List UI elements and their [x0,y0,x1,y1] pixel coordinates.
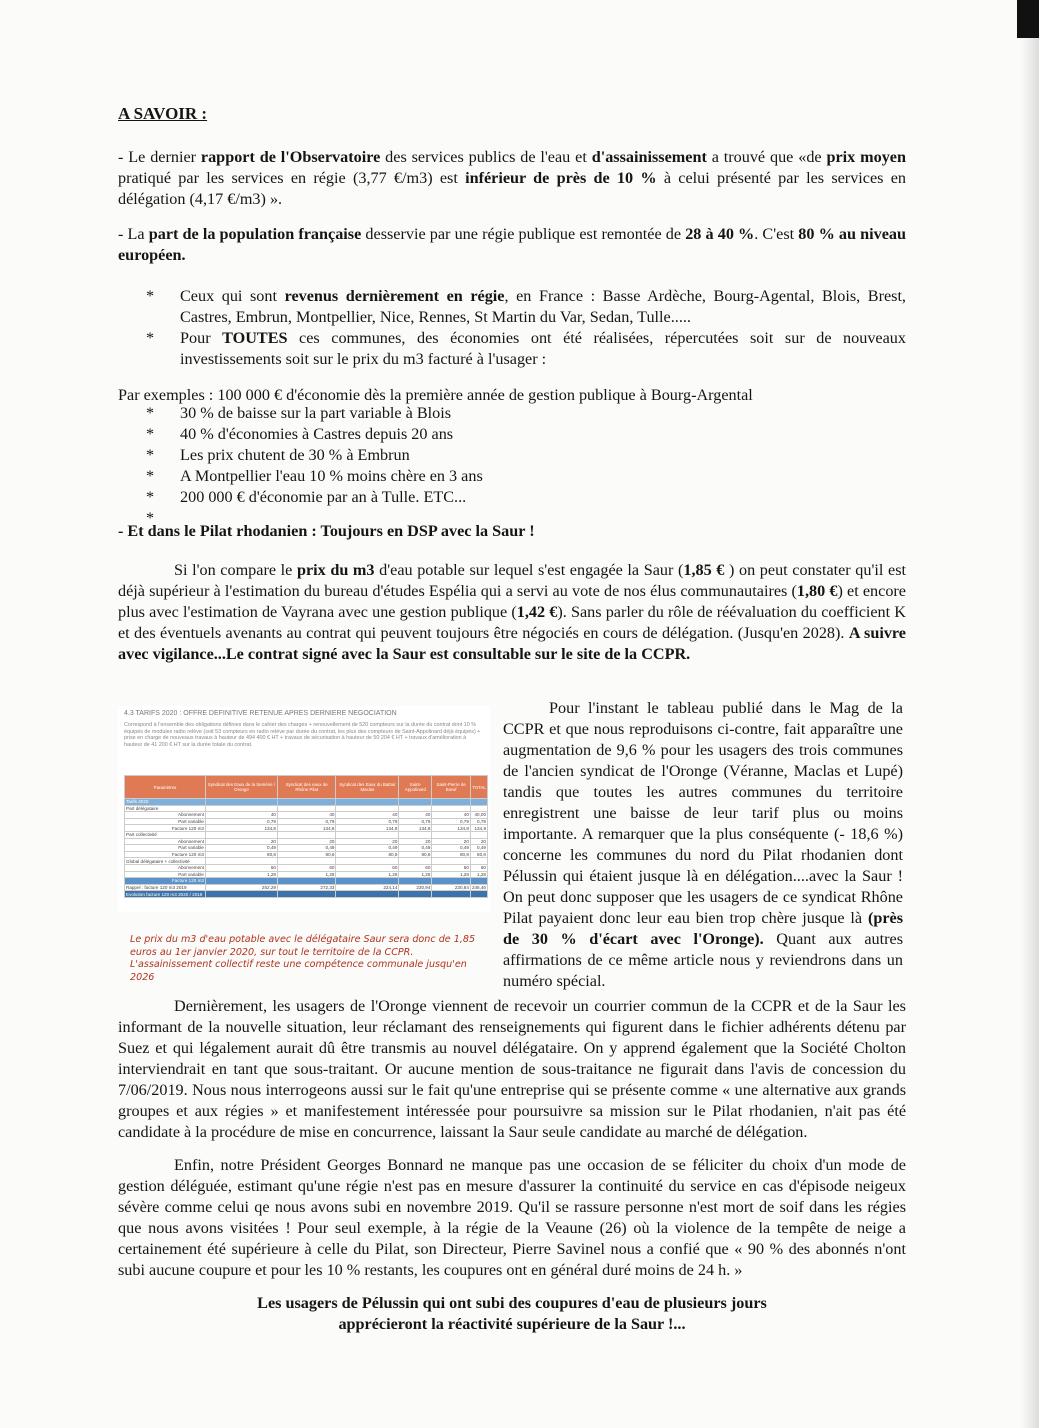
table-row [125,858,488,865]
table-row [125,864,488,871]
bullet-star: * [146,287,155,305]
row-label: Facture 120 m3 [125,878,206,885]
column-header: Syndicat des Eaux du Battoir Maclas [336,776,399,799]
clipping-caption: Le prix du m3 d'eau potable avec le délégataire Saur sera donc de 1,85 euros au 1er janvier 2020, sur tout le territoire de la CCPR. L'assainissement collectif reste une compétence communale jusqu'en 2026 [130,934,476,983]
table-cell: 272,33 [277,884,336,891]
table-cell: 40 [277,812,336,819]
table-cell: 0,49 [206,845,278,852]
table-cell: 134,8 [336,825,399,832]
bold-text: revenus dernièrement en régie [284,287,505,305]
table-cell: 1,28 [399,871,432,878]
table-row [125,891,488,898]
table-cell: 134,8 [277,825,336,832]
table-cell [432,891,470,898]
row-label: Global délégataire + collectivité [125,858,206,865]
bullet-item [146,328,906,370]
table-cell [336,831,399,838]
table-cell: 40 [336,812,399,819]
bold-text: A suivre avec vigilance...Le contrat signé avec la Saur est consultable sur le site de la CCPR. [118,624,906,663]
column-header: Syndicat des eaux de Rhône Pilat [277,776,336,799]
observatoire-paragraph [118,147,906,210]
table-cell: 246,46 [471,885,486,891]
table-cell: 230,94 [399,884,432,891]
bold-text: (près de 30 % d'écart avec l'Oronge). [503,909,903,948]
text: . C'est [754,225,799,243]
table-cell [470,805,487,812]
table-cell: 1,28 [277,871,336,878]
table-cell: 134,8 [470,825,487,832]
bold-text: prix du m3 [296,561,375,579]
regie-bullet-list [146,286,906,370]
examples-intro: Par exemples : 100 000 € d'économie dès la première année de gestion publique à Bourg-Argental [118,386,753,404]
table-cell [432,858,470,865]
table-cell: 80,8 [470,851,487,858]
table-header-row [125,776,488,799]
table-cell [399,858,432,865]
tariff-table [124,775,488,898]
table-cell [432,805,470,812]
closing-line-2: apprécieront la réactivité supérieure de la Saur !... [338,1315,686,1333]
text: à celui présenté par les services en délégation (4,17 €/m3) ». [118,169,906,208]
clipping-note: Correspond à l'ensemble des obligations définies dans le cahier des charges + renouvellement de 520 compteurs sur la durée du contrat dont 10 % équipés de modules radio relève (soit 53 compteurs en radio relève par durée du contrat, les plus des compteurs de Saint-Appolinard déjà équipés) + prise en charge de nouveaux travaux à hauteur de 494 400 € HT + travaux de sécurisation à hauteur de 50 204 € HT + travaux d'amélioration à hauteur de 41 200 € HT sur la durée totale du contrat. [124,722,481,748]
bullet-text: Pour TOUTES ces communes, des économies ont été réalisées, répercutées soit sur de nouveaux investissements soit sur le prix du m3 facturé à l'usager : [180,329,906,368]
row-label: Part variable [125,871,206,878]
table-cell [206,858,278,865]
table-cell: 20 [432,838,470,845]
text: desservie par une régie publique est remontée de [361,225,686,243]
table-cell: 1,28 [470,871,487,878]
table-row [125,871,488,878]
table-cell: 134,8 [432,825,470,832]
bold-text: 1,42 € [516,603,558,621]
table-row [125,838,488,845]
bold-text: part de la population française [148,225,362,243]
table-cell [277,831,336,838]
table-cell: 0,79 [336,818,399,825]
courrier-paragraph: Dernièrement, les usagers de l'Oronge viennent de recevoir un courrier commun de la CCPR et de la Saur les informant de la nouvelle situation, leur réclamant des renseignements qui figurent dans le fichier adhérents détenu par Suez et qui légalement aurait dû être transmis au nouvel délégataire. On y apprend également que la Société Cholton interviendrait en tant que sous-traitant. Or aucune mention de sous-traitance ne figurait dans l'avis de concession du 7/06/2019. Nous nous interrogeons aussi sur le fait qu'une entreprise qui se présente comme « une alternative aux grands groupes et aux régies » et manifestement intéressée pour poursuivre sa mission sur le Pilat rhodanien, n'ait pas été candidate à la procédure de mise en concurrence, laissant la Saur seule candidate au marché de délégation. [118,997,906,1141]
table-cell: 1,28 [432,871,470,878]
table-cell: 60 [336,864,399,871]
example-item [146,466,846,487]
table-cell: 20 [206,838,278,845]
table-row [125,831,488,838]
table-cell [277,858,336,865]
row-label: Tarifs 2020 [125,799,206,806]
bold-text: inférieur de près de 10 % [465,169,657,187]
table-cell: 20 [470,838,487,845]
text: - Le dernier [118,148,201,166]
row-label: Part variable [125,845,206,852]
table-cell: 230,84 [432,884,470,891]
table-cell: 60 [432,864,470,871]
row-label: Rappel : facture 120 m3 2019 [125,884,206,891]
table-cell: 80,8 [432,851,470,858]
example-item [146,403,846,424]
example-text: 30 % de baisse sur la part variable à Blois [180,404,452,422]
bullet-star: * [146,329,155,347]
table-row [125,825,488,832]
column-header: Syndicat des Eaux de la Semène / Oronge [206,776,278,799]
bold-text: 1,85 € [683,561,725,579]
table-cell: 20 [336,838,399,845]
table-cell [470,799,487,806]
table-cell [470,891,487,898]
table-cell [206,878,278,885]
row-label: Part variable [125,818,206,825]
table-cell: 60 [399,864,432,871]
row-label: Part collectivité [125,831,206,838]
bullet-text: Ceux qui sont revenus dernièrement en régie, en France : Basse Ardèche, Bourg-Agental, Blois, Brest, Castres, Embrun, Montpellier, Nice, Rennes, St Martin du Var, Sedan, Tulle..... [180,287,906,326]
column-header: Saint-Appolinard [399,776,432,799]
table-cell [277,891,336,898]
table-cell [277,805,336,812]
row-label: Facture 120 m3 [125,825,206,832]
table-cell [336,878,399,885]
table-cell: 20 [277,838,336,845]
bullet-star: * [146,467,155,485]
table-cell: 1,28 [336,871,399,878]
table-row [125,812,488,819]
bullet-star: * [146,425,155,443]
table-cell: 134,8 [399,825,432,832]
table-cell [399,805,432,812]
bullet-star: * [146,446,155,464]
table-cell: 60 [206,864,278,871]
table-cell [470,831,487,838]
bullet-item [146,286,906,328]
table-cell: 134,8 [206,825,278,832]
table-cell [336,805,399,812]
column-header: Paramètres [125,776,206,799]
table-row [125,851,488,858]
bold-text: d'assainissement [591,148,707,166]
row-label: Facture 120 m3 [125,851,206,858]
table-cell [432,799,470,806]
section-heading: A SAVOIR : [118,104,208,123]
table-cell: 0,79 [206,818,278,825]
table-cell [206,799,278,806]
example-item [146,487,846,508]
table-cell: 252,29 [206,884,278,891]
row-label: Abonnement [125,838,206,845]
table-cell: 40 [432,812,470,819]
text: des services publics de l'eau et [380,148,592,166]
table-cell: 0,79 [470,818,487,825]
row-label: Abonnement [125,864,206,871]
table-cell: 20 [399,838,432,845]
bold-text: 80 % au niveau européen. [118,225,906,264]
table-cell: 0,79 [277,818,336,825]
table-cell [206,831,278,838]
table-cell [399,799,432,806]
table-commentary: Pour l'instant le tableau publié dans le Mag de la CCPR et que nous reproduisons ci-contre, fait apparaître une augmentation de 9,6 % pour les usagers des trois communes de l'ancien syndicat de l'Oronge (Véranne, Maclas et Lupé) tandis que toutes les autres communes du territoire enregistrent une baisse de leur tarif plus ou moins importante. A remarquer que la plus conséquente (- 18,6 %) concerne les communes du nord du Pilat rhodanien dont Pélussin qui étaient jusque là en délégation....avec la Saur ! On peut donc supposer que les usagers de ce syndicat Rhône Pilat payaient donc leur eau bien trop chère jusque là (près de 30 % d'écart avec l'Oronge). Quant aux autres affirmations de ce même article nous y reviendrons dans un numéro spécial. [503,699,903,990]
text: pratiqué par les services en régie (3,77 €/m3) est [118,169,466,187]
table-cell: 80,8 [399,851,432,858]
price-comparison-paragraph: Si l'on compare le prix du m3 d'eau potable sur lequel s'est engagée la Saur (1,85 € ) on peut constater qu'il est déjà supérieur à l'estimation du bureau d'études Espélia qui a servi au vote de nos élus communautaires (1,80 €) et encore plus avec l'estimation de Vayrana avec une gestion publique (1,42 €). Sans parler du rôle de réévaluation du coefficient K et des éventuels avenants au contrat qui peuvent toujours être négociés en cours de délégation. (Jusqu'en 2028). A suivre avec vigilance...Le contrat signé avec la Saur est consultable sur le site de la CCPR. [118,561,907,663]
table-cell [206,805,278,812]
example-text: A Montpellier l'eau 10 % moins chère en 3 ans [180,467,483,485]
clipping-header: 4.3 TARIFS 2020 : OFFRE DEFINITIVE RETENUE APRES DERNIERE NEGOCIATION [124,710,397,717]
table-cell: 40,00 [470,812,487,819]
table-cell: 80,8 [277,851,336,858]
bullet-star: * [146,404,155,422]
bold-text: 28 à 40 % [685,225,755,243]
table-cell [277,799,336,806]
table-row [125,805,488,812]
row-label: Abonnement [125,812,206,819]
bold-text: rapport de l'Observatoire [200,148,381,166]
population-paragraph [118,224,906,266]
table-cell: 0,49 [399,845,432,852]
page-edge-shadow [1021,0,1039,1428]
example-item [146,445,846,466]
table-cell: 80,8 [206,851,278,858]
text: - La [118,225,149,243]
example-item [146,424,846,445]
bold-text: prix moyen [826,148,906,166]
example-text: 40 % d'économies à Castres depuis 20 ans [180,425,454,443]
bullet-star: * [146,509,155,527]
table-cell [206,891,278,898]
table-cell [470,878,487,885]
table-cell [277,878,336,885]
row-label: Evolution facture 120 m3 2020 / 2019 [125,891,206,898]
column-header: TOTAL [470,776,487,799]
table-cell [470,858,487,865]
table-cell [399,878,432,885]
table-row [125,818,488,825]
example-text: 200 000 € d'économie par an à Tulle. ETC... [180,488,467,506]
table-cell: 224,14 [336,884,399,891]
president-paragraph: Enfin, notre Président Georges Bonnard ne manque pas une occasion de se féliciter du choix d'un mode de gestion déléguée, estimant qu'une régie n'est pas en mesure d'assurer la continuité du service en cas d'épisode neigeux sévère comme celui qe nous avons subi en novembre 2019. Qu'il se rassure personne n'est mort de soif dans les régies que nous avons visitées ! Pour seul exemple, à la régie de la Veaune (26) où la violence de la tempête de neige a certainement été supérieure à celle du Pilat, son Directeur, Pierre Savinel nous a confié que « 90 % des abonnés n'ont subi aucune coupure et pour les 10 % restants, les coupures ont en général duré moins de 24 h. » [118,1156,906,1279]
row-label: Part délégataire [125,805,206,812]
pilat-title: - Et dans le Pilat rhodanien : Toujours en DSP avec la Saur ! [118,522,535,540]
table-cell [336,858,399,865]
table-cell: 0,79 [399,818,432,825]
table-cell: 0,49 [470,845,487,852]
text: a trouvé que «de [706,148,827,166]
table-body [125,799,488,898]
table-cell [432,831,470,838]
table-cell [336,891,399,898]
column-header: Saint-Pierre de Bœuf [432,776,470,799]
table-cell: 0,49 [336,845,399,852]
bold-text: TOUTES [222,329,288,347]
table-cell: 0,49 [277,845,336,852]
table-cell: 0,79 [432,818,470,825]
scan-corner-mark [1017,0,1039,38]
table-cell [336,799,399,806]
examples-list [146,403,846,529]
bold-text: 1,80 € [796,582,838,600]
table-cell: 60 [277,864,336,871]
table-cell: 60 [470,864,487,871]
table-cell: 80,8 [336,851,399,858]
example-text: Les prix chutent de 30 % à Embrun [180,446,410,464]
bullet-star: * [146,488,155,506]
table-cell: 40 [206,812,278,819]
tariff-table-clipping [118,706,490,912]
table-row [125,878,488,885]
table-row [125,799,488,806]
closing-line-1: Les usagers de Pélussin qui ont subi des coupures d'eau de plusieurs jours [257,1294,767,1312]
table-row [125,884,488,891]
table-row [125,845,488,852]
table-cell [399,891,432,898]
table-cell [432,878,470,885]
table-cell [399,831,432,838]
table-cell: 40 [399,812,432,819]
table-cell: 0,49 [432,845,470,852]
table-cell: 1,28 [206,871,278,878]
